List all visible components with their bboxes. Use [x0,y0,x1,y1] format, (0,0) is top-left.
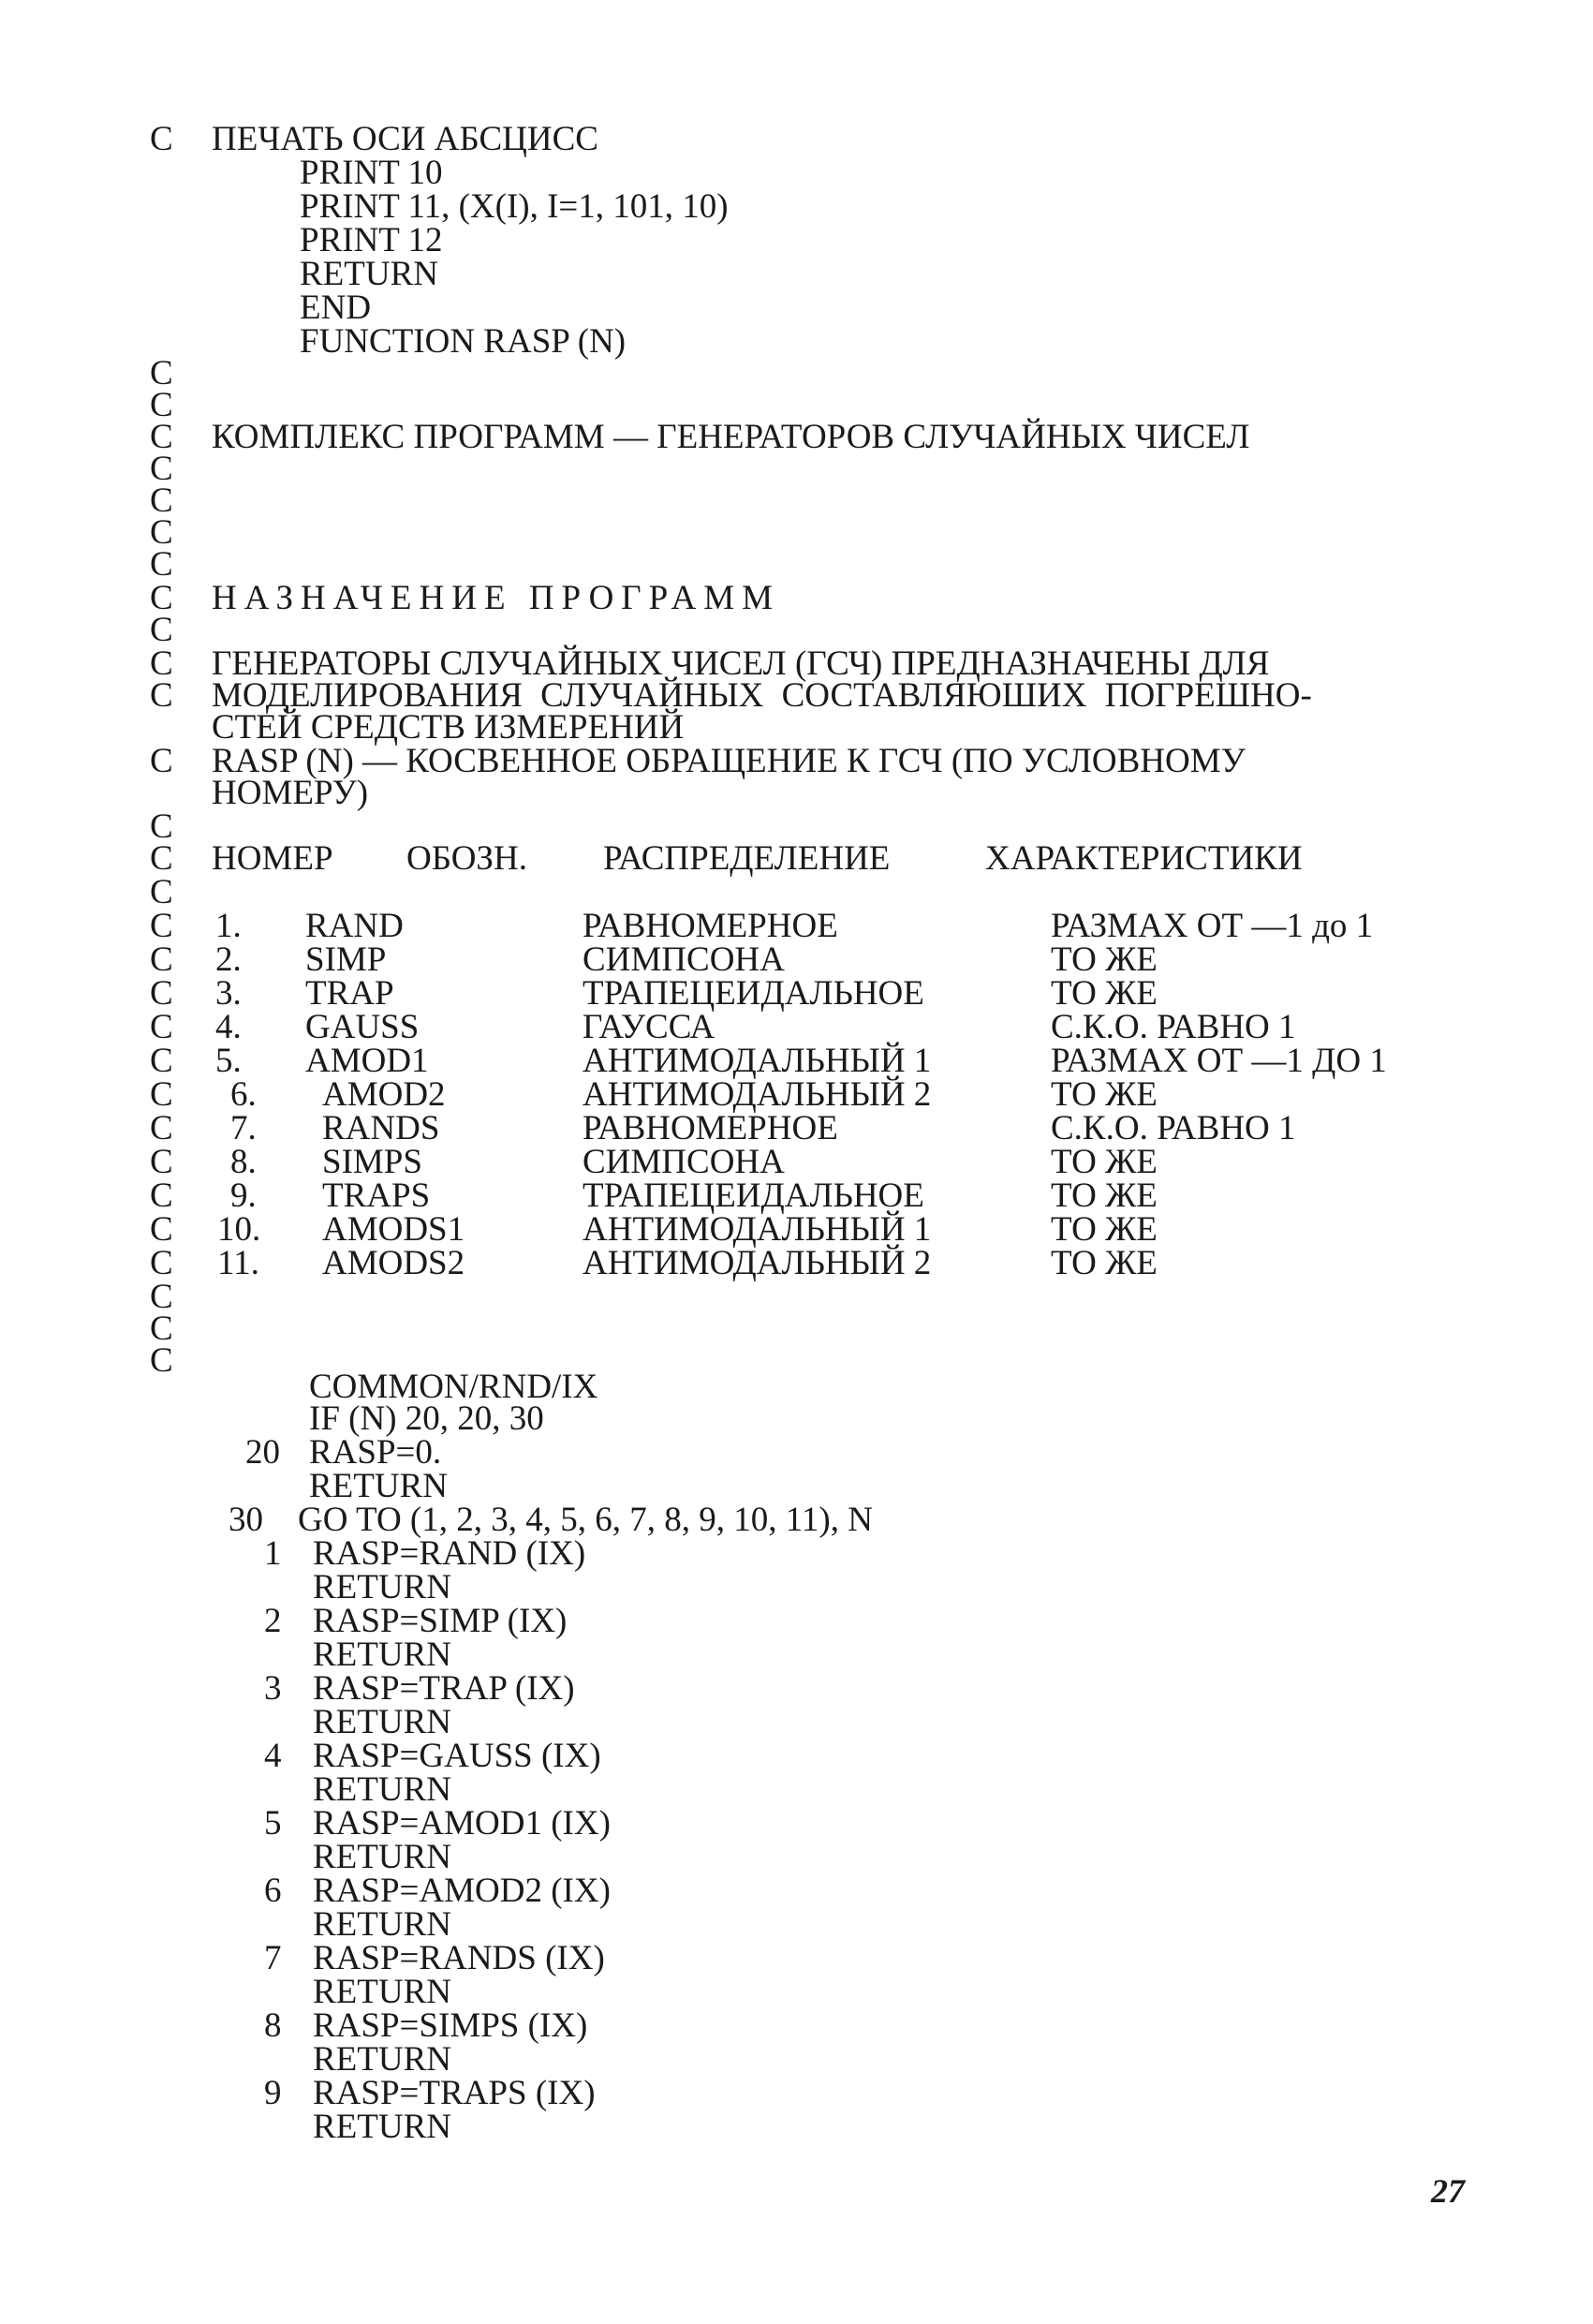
row-characteristics: ТО ЖЕ [1051,1210,1158,1249]
comment-marker: C [150,611,173,649]
code-line: RETURN [309,1467,448,1505]
comment-marker: C [150,579,173,617]
statement-label: 20 [245,1433,280,1472]
row-characteristics: ТО ЖЕ [1051,1244,1158,1282]
code-line: RETURN [313,1838,451,1876]
statement-label: 3 [264,1669,282,1708]
code-line: RETURN [313,1703,451,1741]
row-number: 7. [230,1109,257,1147]
comment-marker: C [150,873,173,911]
statement-label: 6 [264,1872,282,1910]
comment-marker: C [150,1042,173,1080]
row-distribution: СИМПСОНА [583,940,785,979]
code-line: RETURN [313,1770,451,1809]
row-characteristics: РАЗМАХ ОТ —1 до 1 [1051,907,1374,945]
description-line: RASP (N) — КОСВЕННОЕ ОБРАЩЕНИЕ К ГСЧ (ПО УСЛОВНОМУ [212,742,1246,780]
code-line: RASP=RANDS (IX) [313,1939,605,1977]
comment-marker: C [150,545,173,584]
code-line: RETURN [313,2040,451,2079]
row-distribution: АНТИМОДАЛЬНЫЙ 1 [583,1210,932,1249]
code-line: FUNCTION RASP (N) [300,322,627,361]
row-number: 11. [217,1244,259,1282]
comment-marker: C [150,1278,173,1316]
row-distribution: РАВНОМЕРНОЕ [583,907,838,945]
comment-marker: C [150,940,173,979]
description-line: СТЕЙ СРЕДСТВ ИЗМЕРЕНИЙ [212,708,685,747]
row-designation: AMOD2 [322,1075,446,1114]
row-designation: AMODS2 [322,1244,465,1282]
comment-marker: C [150,481,173,520]
code-line: RETURN [313,1636,451,1674]
row-characteristics: ТО ЖЕ [1051,974,1158,1013]
row-number: 1. [215,907,242,945]
code-line: IF (N) 20, 20, 30 [309,1399,544,1438]
comment-marker: C [150,742,173,780]
code-line: RASP=SIMP (IX) [313,1602,568,1640]
row-distribution: АНТИМОДАЛЬНЫЙ 1 [583,1042,932,1080]
comment-marker: C [150,354,173,392]
row-distribution: АНТИМОДАЛЬНЫЙ 2 [583,1075,932,1114]
row-characteristics: С.К.О. РАВНО 1 [1051,1008,1296,1046]
comment-marker: C [150,1310,173,1348]
statement-label: 9 [264,2074,282,2112]
comment-marker: C [150,839,173,878]
row-distribution: АНТИМОДАЛЬНЫЙ 2 [583,1244,932,1282]
row-number: 6. [230,1075,257,1114]
comment-marker: C [150,676,173,715]
row-distribution: ГАУССА [583,1008,715,1046]
comment-marker: C [150,644,173,683]
comment-marker: C [150,907,173,945]
row-number: 3. [215,974,242,1013]
comment-marker: C [150,1143,173,1181]
row-number: 9. [230,1177,257,1215]
code-line: GO TO (1, 2, 3, 4, 5, 6, 7, 8, 9, 10, 11), N [298,1501,873,1539]
code-line: RASP=0. [309,1433,442,1472]
comment-marker: C [150,1075,173,1114]
row-designation: RAND [305,907,404,945]
code-line: RASP=GAUSS (IX) [313,1737,601,1775]
code-line: RASP=AMOD2 (IX) [313,1872,611,1910]
row-number: 4. [215,1008,242,1046]
code-line: RETURN [300,255,438,293]
code-line: RASP=TRAP (IX) [313,1669,575,1708]
row-designation: RANDS [322,1109,440,1147]
row-number: 5. [215,1042,242,1080]
row-distribution: ТРАПЕЦЕИДАЛЬНОЕ [583,974,924,1013]
comment-marker: C [150,450,173,488]
comment-marker: C [150,974,173,1013]
code-line: RETURN [313,1568,451,1606]
code-line: RASP=RAND (IX) [313,1534,586,1573]
row-designation: SIMPS [322,1143,422,1181]
row-designation: AMODS1 [322,1210,465,1249]
row-designation: SIMP [305,940,387,979]
row-characteristics: ТО ЖЕ [1051,1177,1158,1215]
code-line: RASP=SIMPS (IX) [313,2006,588,2045]
code-line: RETURN [313,1973,451,2011]
row-characteristics: С.К.О. РАВНО 1 [1051,1109,1296,1147]
code-line: RETURN [313,1905,451,1944]
comment-marker: C [150,1109,173,1147]
row-distribution: ТРАПЕЦЕИДАЛЬНОЕ [583,1177,924,1215]
comment-marker: C [150,120,173,158]
program-complex-title: КОМПЛЕКС ПРОГРАММ — ГЕНЕРАТОРОВ СЛУЧАЙНЫХ ЧИСЕЛ [212,418,1250,456]
code-line: PRINT 11, (X(I), I=1, 101, 10) [300,187,729,226]
row-designation: AMOD1 [305,1042,429,1080]
statement-label: 4 [264,1737,282,1775]
code-line: ПЕЧАТЬ ОСИ АБСЦИСС [212,120,598,158]
comment-marker: C [150,418,173,456]
row-characteristics: ТО ЖЕ [1051,940,1158,979]
row-designation: TRAP [305,974,394,1013]
row-number: 8. [230,1143,257,1181]
code-line: RASP=TRAPS (IX) [313,2074,596,2112]
comment-marker: C [150,1008,173,1046]
description-line: ГЕНЕРАТОРЫ СЛУЧАЙНЫХ ЧИСЕЛ (ГСЧ) ПРЕДНАЗНАЧЕНЫ ДЛЯ [212,644,1270,683]
row-number: 10. [217,1210,261,1249]
row-distribution: РАВНОМЕРНОЕ [583,1109,838,1147]
table-header-designation: ОБОЗН. [406,839,527,878]
table-header-characteristics: ХАРАКТЕРИСТИКИ [985,839,1303,878]
comment-marker: C [150,1177,173,1215]
comment-marker: C [150,1341,173,1380]
description-line: МОДЕЛИРОВАНИЯ СЛУЧАЙНЫХ СОСТАВЛЯЮШИХ ПОГРЕШНО- [212,676,1312,715]
code-line: RETURN [313,2108,451,2146]
statement-label: 30 [229,1501,263,1539]
section-heading: НАЗНАЧЕНИЕ ПРОГРАММ [212,579,781,617]
statement-label: 7 [264,1939,282,1977]
row-characteristics: ТО ЖЕ [1051,1075,1158,1114]
row-designation: GAUSS [305,1008,420,1046]
code-line: PRINT 12 [300,221,443,259]
table-header-distribution: РАСПРЕДЕЛЕНИЕ [603,839,891,878]
code-line: COMMON/RND/IX [309,1368,598,1406]
comment-marker: C [150,386,173,424]
row-distribution: СИМПСОНА [583,1143,785,1181]
code-line: RASP=AMOD1 (IX) [313,1804,611,1843]
description-line: НОМЕРУ) [212,774,369,812]
statement-label: 8 [264,2006,282,2045]
statement-label: 5 [264,1804,282,1843]
row-characteristics: РАЗМАХ ОТ —1 ДО 1 [1051,1042,1387,1080]
table-header-number: НОМЕР [212,839,333,878]
row-designation: TRAPS [322,1177,431,1215]
comment-marker: C [150,1210,173,1249]
row-number: 2. [215,940,242,979]
comment-marker: C [150,513,173,552]
code-line: END [300,289,372,327]
comment-marker: C [150,1244,173,1282]
statement-label: 1 [264,1534,282,1573]
comment-marker: C [150,807,173,846]
statement-label: 2 [264,1602,282,1640]
page-number: 27 [1431,2172,1465,2210]
row-characteristics: ТО ЖЕ [1051,1143,1158,1181]
code-line: PRINT 10 [300,154,443,192]
